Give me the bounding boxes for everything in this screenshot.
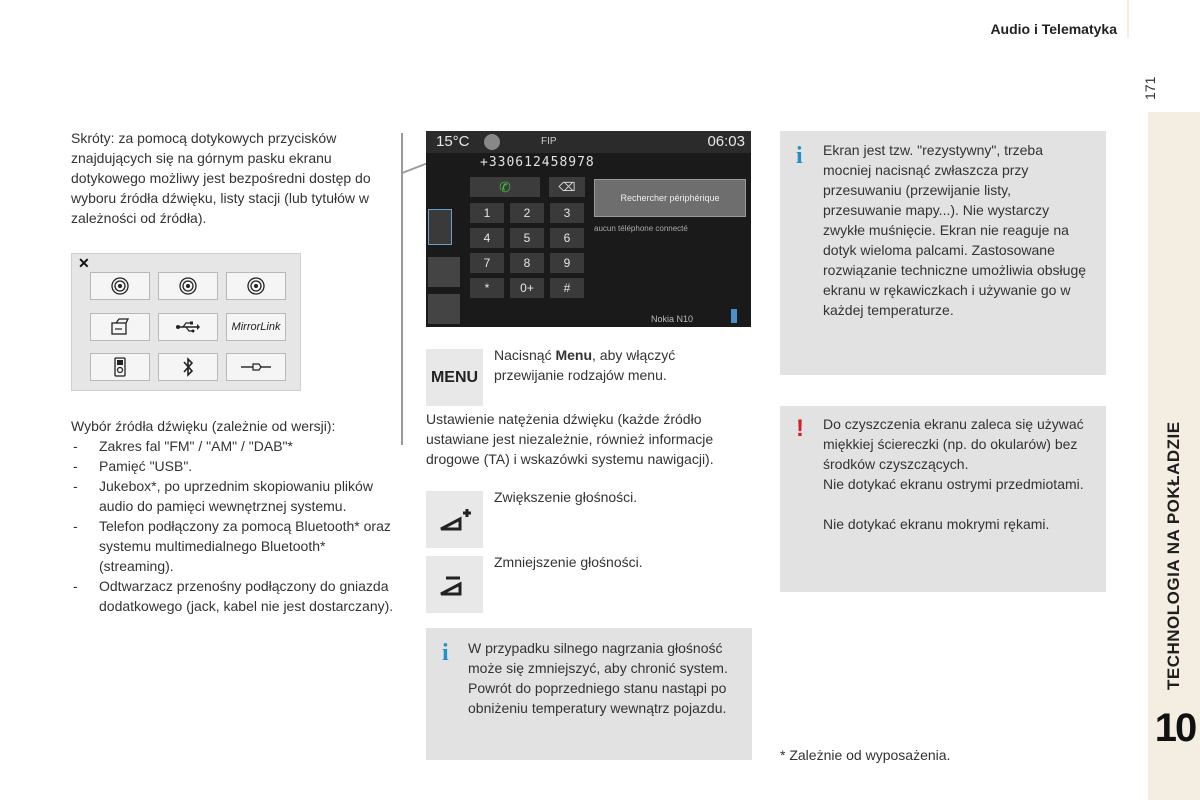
- warning-text-1: Do czyszczenia ekranu zaleca się używać miękkiej ściereczki (np. do okularów) bez środków czyszczących.: [823, 416, 1084, 472]
- volume-down-text: Zmniejszenie głośności.: [494, 554, 643, 570]
- page-header-title: Audio i Telematyka: [990, 21, 1117, 37]
- aux-jack-button[interactable]: [226, 353, 286, 381]
- jack-icon: [239, 361, 273, 373]
- menu-text-post: , aby włączyć przewijanie rodzajów menu.: [494, 347, 676, 383]
- screen-device-name: Nokia N10: [651, 314, 694, 324]
- chapter-number: 10: [1154, 706, 1196, 750]
- page-number: 171: [1142, 76, 1158, 100]
- section-label: TECHNOLOGIA NA POKŁADZIE: [1164, 421, 1183, 690]
- usb-icon: [175, 320, 201, 334]
- list-item: - Odtwarzacz przenośny podłączony do gniazda dodatkowego (jack, kabel nie jest dostarczany).: [71, 576, 401, 616]
- screen-station[interactable]: FIP: [541, 136, 557, 147]
- screen-top-bar: [426, 131, 751, 153]
- source-intro: Wybór źródła dźwięku (zależnie od wersji):: [71, 418, 336, 434]
- signal-icon: [731, 309, 737, 323]
- menu-text-pre: Nacisnąć: [494, 347, 556, 363]
- keypad-key[interactable]: *: [470, 278, 504, 298]
- menu-text-bold: Menu: [555, 347, 593, 363]
- radio-dab-button[interactable]: [226, 272, 286, 300]
- volume-paragraph: Ustawienie natężenia dźwięku (każde źródło ustawiane jest niezależnie, również informacje drogowe (TA) i wskazówki systemu nawigacji).: [426, 411, 714, 467]
- screen-info-box: [780, 131, 1106, 375]
- list-item: - Jukebox*, po uprzednim skopiowaniu plików audio do pamięci wewnętrznej systemu.: [71, 476, 401, 516]
- radio-icon: [178, 276, 198, 296]
- screen-info-text: Ekran jest tzw. "rezystywny", trzeba mocniej nacisnąć zwłaszcza przy przesuwaniu (przewijanie listy, przesuwanie mapy...). Nie wystarczy zwykłe muśnięcie. Ekran nie reaguje na dotyk wieloma palcami. Zastosowane rozwiązanie techniczne umożliwia obsługę ekranu w rękawiczkach i używanie go w każdej temperaturze.: [823, 142, 1087, 318]
- overheat-info-text: W przypadku silnego nagrzania głośność może się zmniejszyć, aby chronić system. Powrót do poprzedniego stanu nastąpi po obniżeniu temperatury wewnątrz pojazdu.: [468, 640, 728, 716]
- volume-up-icon: [438, 507, 472, 533]
- ipod-icon: [113, 357, 127, 377]
- screen-temperature: 15°C: [436, 133, 470, 150]
- source-list: [71, 436, 401, 616]
- info-icon: i: [796, 143, 803, 169]
- warning-box: [780, 406, 1106, 592]
- call-button[interactable]: ✆: [470, 177, 540, 197]
- screen-side-button-1[interactable]: [428, 209, 452, 245]
- source-panel: [71, 253, 301, 391]
- radio-fm-button[interactable]: [90, 272, 150, 300]
- usb-button[interactable]: [158, 313, 218, 341]
- keypad-key[interactable]: 1: [470, 203, 504, 223]
- bluetooth-button[interactable]: [158, 353, 218, 381]
- jukebox-button[interactable]: [90, 313, 150, 341]
- volume-down-icon: [438, 572, 472, 598]
- warning-icon: !: [796, 415, 804, 442]
- keypad: [470, 203, 585, 299]
- info-icon: i: [442, 640, 449, 666]
- keypad-key[interactable]: 5: [510, 228, 544, 248]
- keypad-key[interactable]: 4: [470, 228, 504, 248]
- list-item: - Telefon podłączony za pomocą Bluetooth* oraz systemu multimedialnego Bluetooth* (streaming).: [71, 516, 401, 576]
- menu-button[interactable]: MENU: [426, 349, 483, 406]
- radio-icon: [246, 276, 266, 296]
- keypad-key[interactable]: #: [550, 278, 584, 298]
- screen-status: aucun téléphone connecté: [594, 224, 688, 233]
- keypad-key[interactable]: 9: [550, 253, 584, 273]
- screen-side-button-3[interactable]: [428, 294, 460, 324]
- search-device-button[interactable]: Rechercher périphérique: [594, 179, 746, 217]
- screen-phone-number: +330612458978: [480, 155, 595, 170]
- keypad-key[interactable]: 3: [550, 203, 584, 223]
- bluetooth-icon: [181, 357, 195, 377]
- radio-icon: [110, 276, 130, 296]
- volume-up-tile[interactable]: [426, 491, 483, 548]
- warning-text-2: Nie dotykać ekranu ostrymi przedmiotami.: [823, 476, 1084, 492]
- keypad-key[interactable]: 0+: [510, 278, 544, 298]
- overheat-info-box: [426, 628, 752, 760]
- close-icon[interactable]: ✕: [78, 255, 90, 271]
- delete-icon[interactable]: ⌫: [549, 177, 585, 197]
- menu-description: [494, 345, 734, 385]
- warning-text-3: Nie dotykać ekranu mokrymi rękami.: [823, 516, 1050, 532]
- header-divider: [1127, 0, 1129, 38]
- shortcuts-paragraph: Skróty: za pomocą dotykowych przycisków znajdujących się na górnym pasku ekranu dotykowego możliwy jest bezpośredni dostęp do wyboru źródła dźwięku, listy stacji (lub tytułów w zależności od źródła).: [71, 130, 371, 226]
- radio-icon[interactable]: [484, 134, 500, 150]
- screen-time: 06:03: [707, 133, 745, 150]
- list-item: - Pamięć "USB".: [71, 456, 401, 476]
- footnote: * Zależnie od wyposażenia.: [780, 747, 951, 763]
- volume-up-text: Zwiększenie głośności.: [494, 489, 638, 505]
- jukebox-icon: [109, 317, 131, 337]
- callout-line: [401, 133, 403, 445]
- screen-side-button-2[interactable]: [428, 257, 460, 287]
- touchscreen-image: [426, 131, 751, 327]
- keypad-key[interactable]: 2: [510, 203, 544, 223]
- ipod-button[interactable]: [90, 353, 150, 381]
- volume-down-tile[interactable]: [426, 556, 483, 613]
- keypad-key[interactable]: 7: [470, 253, 504, 273]
- mirrorlink-button[interactable]: MirrorLink: [226, 313, 286, 341]
- keypad-key[interactable]: 8: [510, 253, 544, 273]
- radio-am-button[interactable]: [158, 272, 218, 300]
- keypad-key[interactable]: 6: [550, 228, 584, 248]
- list-item: - Zakres fal "FM" / "AM" / "DAB"*: [71, 436, 401, 456]
